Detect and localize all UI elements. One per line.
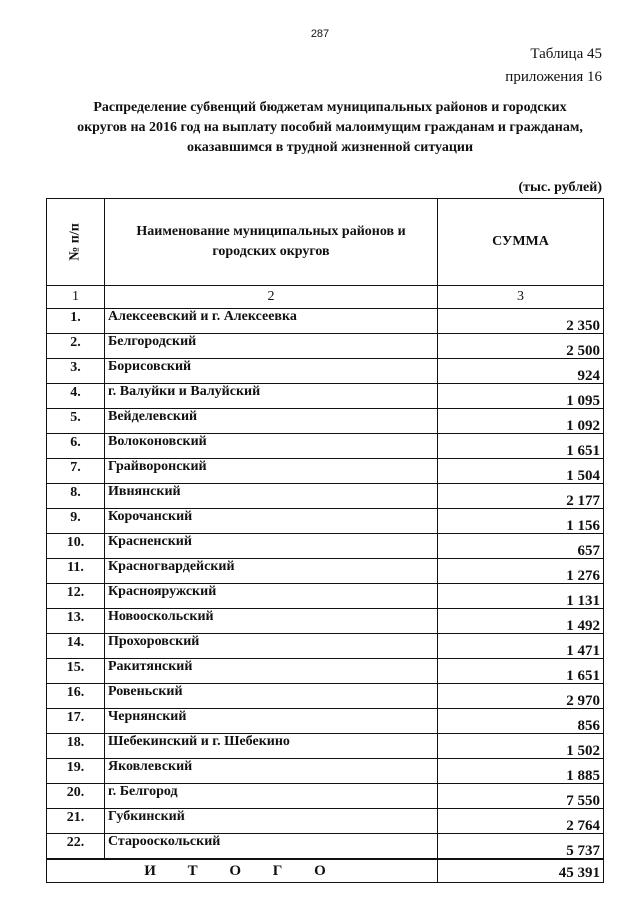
district-name: Волоконовский — [105, 434, 438, 459]
row-number: 4. — [47, 384, 105, 409]
district-name: Вейделевский — [105, 409, 438, 434]
table-row — [47, 334, 604, 359]
document-title — [60, 98, 600, 158]
district-name: Корочанский — [105, 509, 438, 534]
subvention-amount: 7 550 — [438, 784, 604, 809]
district-name: Алексеевский и г. Алексеевка — [105, 309, 438, 334]
header-number: № п/п — [47, 199, 105, 286]
table-row — [47, 384, 604, 409]
subvention-amount: 2 350 — [438, 309, 604, 334]
row-number: 16. — [47, 684, 105, 709]
district-name: Белгородский — [105, 334, 438, 359]
row-number: 7. — [47, 459, 105, 484]
subvention-table — [46, 198, 604, 883]
subvention-amount: 1 504 — [438, 459, 604, 484]
row-number: 19. — [47, 759, 105, 784]
table-row — [47, 634, 604, 659]
row-number: 13. — [47, 609, 105, 634]
table-row — [47, 509, 604, 534]
table-row — [47, 559, 604, 584]
district-name: Ракитянский — [105, 659, 438, 684]
table-row — [47, 734, 604, 759]
district-name: Красногвардейский — [105, 559, 438, 584]
row-number: 15. — [47, 659, 105, 684]
table-row — [47, 584, 604, 609]
subvention-amount: 2 500 — [438, 334, 604, 359]
district-name: Борисовский — [105, 359, 438, 384]
table-row — [47, 709, 604, 734]
row-number: 10. — [47, 534, 105, 559]
district-name: г. Белгород — [105, 784, 438, 809]
total-sum: 45 391 — [438, 859, 604, 883]
table-body — [47, 309, 604, 860]
table-row — [47, 459, 604, 484]
column-number: 3 — [438, 286, 604, 309]
district-name: Губкинский — [105, 809, 438, 834]
subvention-amount: 1 471 — [438, 634, 604, 659]
district-name: Чернянский — [105, 709, 438, 734]
row-number: 9. — [47, 509, 105, 534]
table-row — [47, 484, 604, 509]
header-name: Наименование муниципальных районов и городских округов — [105, 199, 438, 286]
column-number: 2 — [105, 286, 438, 309]
title-line: округов на 2016 год на выплату пособий малоимущим гражданам и гражданам, — [77, 120, 583, 135]
row-number: 21. — [47, 809, 105, 834]
subvention-amount: 924 — [438, 359, 604, 384]
district-name: Шебекинский и г. Шебекино — [105, 734, 438, 759]
district-name: Прохоровский — [105, 634, 438, 659]
row-number: 14. — [47, 634, 105, 659]
table-row — [47, 809, 604, 834]
subvention-amount: 1 095 — [438, 384, 604, 409]
table-row — [47, 309, 604, 334]
page-number: 287 — [310, 28, 330, 40]
district-name: Ивнянский — [105, 484, 438, 509]
district-name: Красненский — [105, 534, 438, 559]
subvention-amount: 1 502 — [438, 734, 604, 759]
appendix-reference: приложения 16 — [505, 69, 602, 85]
subvention-amount: 1 131 — [438, 584, 604, 609]
row-number: 12. — [47, 584, 105, 609]
row-number: 5. — [47, 409, 105, 434]
subvention-amount: 1 156 — [438, 509, 604, 534]
table-row — [47, 434, 604, 459]
row-number: 22. — [47, 834, 105, 860]
subvention-amount: 856 — [438, 709, 604, 734]
subvention-amount: 2 764 — [438, 809, 604, 834]
row-number: 2. — [47, 334, 105, 359]
column-number-row — [47, 286, 604, 309]
subvention-amount: 1 092 — [438, 409, 604, 434]
row-number: 20. — [47, 784, 105, 809]
row-number: 17. — [47, 709, 105, 734]
total-label: И Т О Г О — [47, 859, 438, 883]
units-note: (тыс. рублей) — [518, 180, 602, 195]
subvention-amount: 1 651 — [438, 434, 604, 459]
header-sum: СУММА — [438, 199, 604, 286]
column-number: 1 — [47, 286, 105, 309]
subvention-amount: 657 — [438, 534, 604, 559]
table-row — [47, 684, 604, 709]
district-name: Старооскольский — [105, 834, 438, 860]
title-line: оказавшимся в трудной жизненной ситуации — [186, 140, 474, 155]
subvention-amount: 1 651 — [438, 659, 604, 684]
row-number: 1. — [47, 309, 105, 334]
subvention-amount: 2 970 — [438, 684, 604, 709]
table-row — [47, 659, 604, 684]
district-name: Грайворонский — [105, 459, 438, 484]
row-number: 8. — [47, 484, 105, 509]
table-row — [47, 409, 604, 434]
table-reference: Таблица 45 — [530, 46, 602, 62]
district-name: Яковлевский — [105, 759, 438, 784]
table-header-row — [47, 199, 604, 286]
district-name: Краснояружский — [105, 584, 438, 609]
table-row — [47, 784, 604, 809]
district-name: г. Валуйки и Валуйский — [105, 384, 438, 409]
subvention-amount: 1 492 — [438, 609, 604, 634]
row-number: 18. — [47, 734, 105, 759]
row-number: 3. — [47, 359, 105, 384]
district-name: Новооскольский — [105, 609, 438, 634]
title-line: Распределение субвенций бюджетам муниципальных районов и городских — [93, 100, 567, 115]
district-name: Ровеньский — [105, 684, 438, 709]
table-row — [47, 834, 604, 860]
subvention-amount: 5 737 — [438, 834, 604, 860]
table-row — [47, 359, 604, 384]
table-row — [47, 609, 604, 634]
subvention-amount: 2 177 — [438, 484, 604, 509]
subvention-amount: 1 885 — [438, 759, 604, 784]
table-row — [47, 759, 604, 784]
total-row — [47, 859, 604, 883]
row-number: 6. — [47, 434, 105, 459]
row-number: 11. — [47, 559, 105, 584]
table-row — [47, 534, 604, 559]
subvention-amount: 1 276 — [438, 559, 604, 584]
